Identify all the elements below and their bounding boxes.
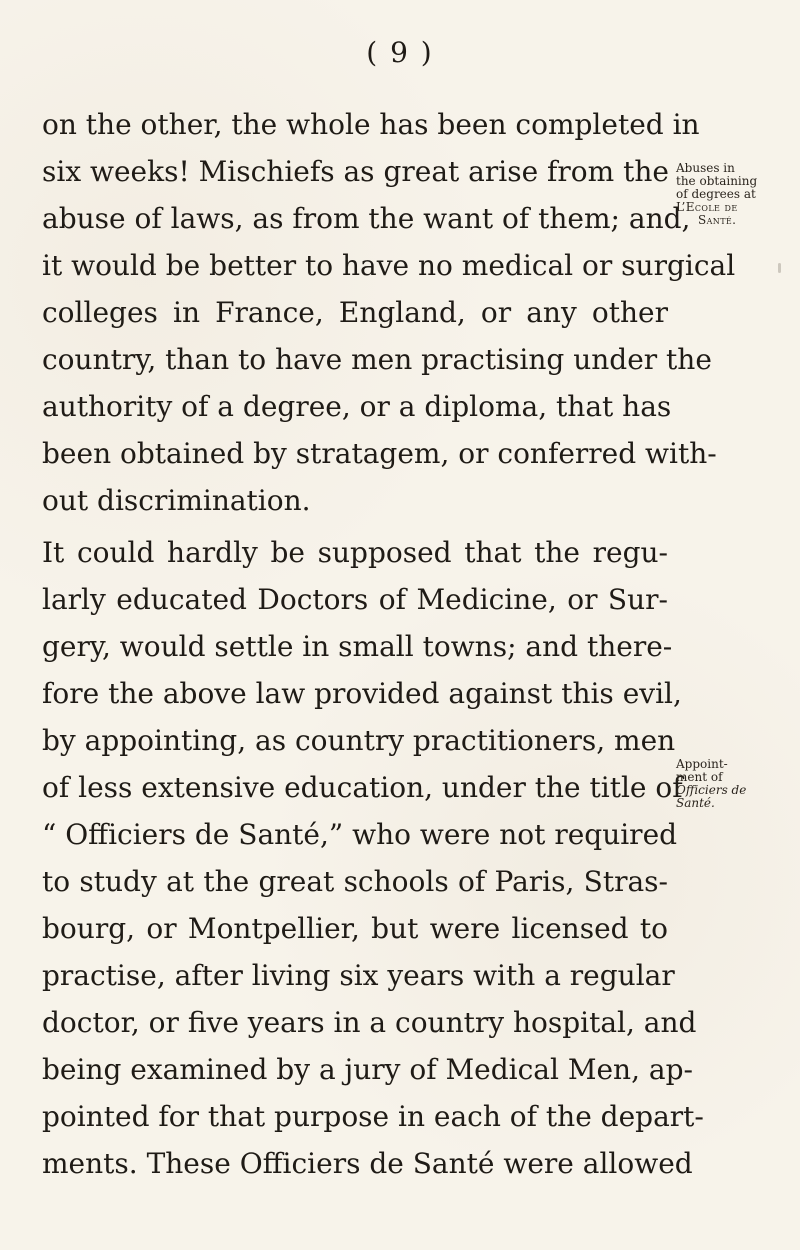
marginal-note-appointment-line-2: ment of bbox=[676, 770, 723, 784]
paragraph-2-line-8: to study at the great schools of Paris, Stras- bbox=[42, 865, 668, 898]
paragraph-2-line-10: practise, after living six years with a regular bbox=[42, 959, 675, 992]
marginal-note-abuses-line-2: the obtaining bbox=[676, 174, 758, 188]
paragraph-2-line-12: being examined by a jury of Medical Men, ap- bbox=[42, 1053, 693, 1086]
marginal-note-appointment-line-1: Appoint- bbox=[676, 757, 728, 771]
paragraph-1-line-6: country, than to have men practising under the bbox=[42, 343, 712, 376]
paragraph-2-line-2: larly educated Doctors of Medicine, or Sur- bbox=[42, 583, 668, 616]
paragraph-2-line-13: pointed for that purpose in each of the depart- bbox=[42, 1100, 704, 1133]
paragraph-1-line-3: abuse of laws, as from the want of them; and, bbox=[42, 202, 691, 235]
paragraph-2-line-9: bourg, or Montpellier, but were licensed to bbox=[42, 912, 668, 945]
paragraph-2-line-1: It could hardly be supposed that the regu- bbox=[42, 536, 668, 569]
marginal-note-abuses-line-1: Abuses in bbox=[676, 161, 735, 175]
paragraph-2-line-14: ments. These Officiers de Santé were allowed bbox=[42, 1147, 693, 1180]
marginal-note-appointment-line-3: Officiers de bbox=[676, 783, 747, 797]
paragraph-1-line-1: on the other, the whole has been completed in bbox=[42, 108, 700, 141]
marginal-note-abuses bbox=[676, 162, 794, 227]
paragraph-2-line-7: “ Officiers de Santé,” who were not required bbox=[42, 818, 678, 851]
page-number: ( 9 ) bbox=[366, 36, 434, 69]
marginal-note-appointment bbox=[676, 758, 794, 810]
paragraph-1-line-4: it would be better to have no medical or surgical bbox=[42, 249, 736, 282]
marginal-note-abuses-line-3: of degrees at bbox=[676, 187, 756, 201]
margin-mark bbox=[778, 263, 781, 273]
paragraph-1-line-8: been obtained by stratagem, or conferred with- bbox=[42, 437, 717, 470]
paragraph-1-line-5: colleges in France, England, or any other bbox=[42, 296, 668, 329]
paragraph-2-line-11: doctor, or five years in a country hospital, and bbox=[42, 1006, 697, 1039]
marginal-note-abuses-line-5: Santé. bbox=[698, 213, 737, 227]
paragraph-1-line-7: authority of a degree, or a diploma, that has bbox=[42, 390, 672, 423]
marginal-note-abuses-line-4: L’Ecole de bbox=[676, 200, 738, 214]
paragraph-1-line-9: out discrimination. bbox=[42, 484, 311, 517]
paragraph-1-line-2: six weeks! Mischiefs as great arise from the bbox=[42, 155, 669, 188]
paragraph-2-line-4: fore the above law provided against this evil, bbox=[42, 677, 682, 710]
marginal-note-appointment-line-4: Santé. bbox=[676, 796, 715, 810]
paragraph-2-line-3: gery, would settle in small towns; and there- bbox=[42, 630, 673, 663]
paragraph-2-line-5: by appointing, as country practitioners, men bbox=[42, 724, 676, 757]
paragraph-2-line-6: of less extensive education, under the title of bbox=[42, 771, 683, 804]
